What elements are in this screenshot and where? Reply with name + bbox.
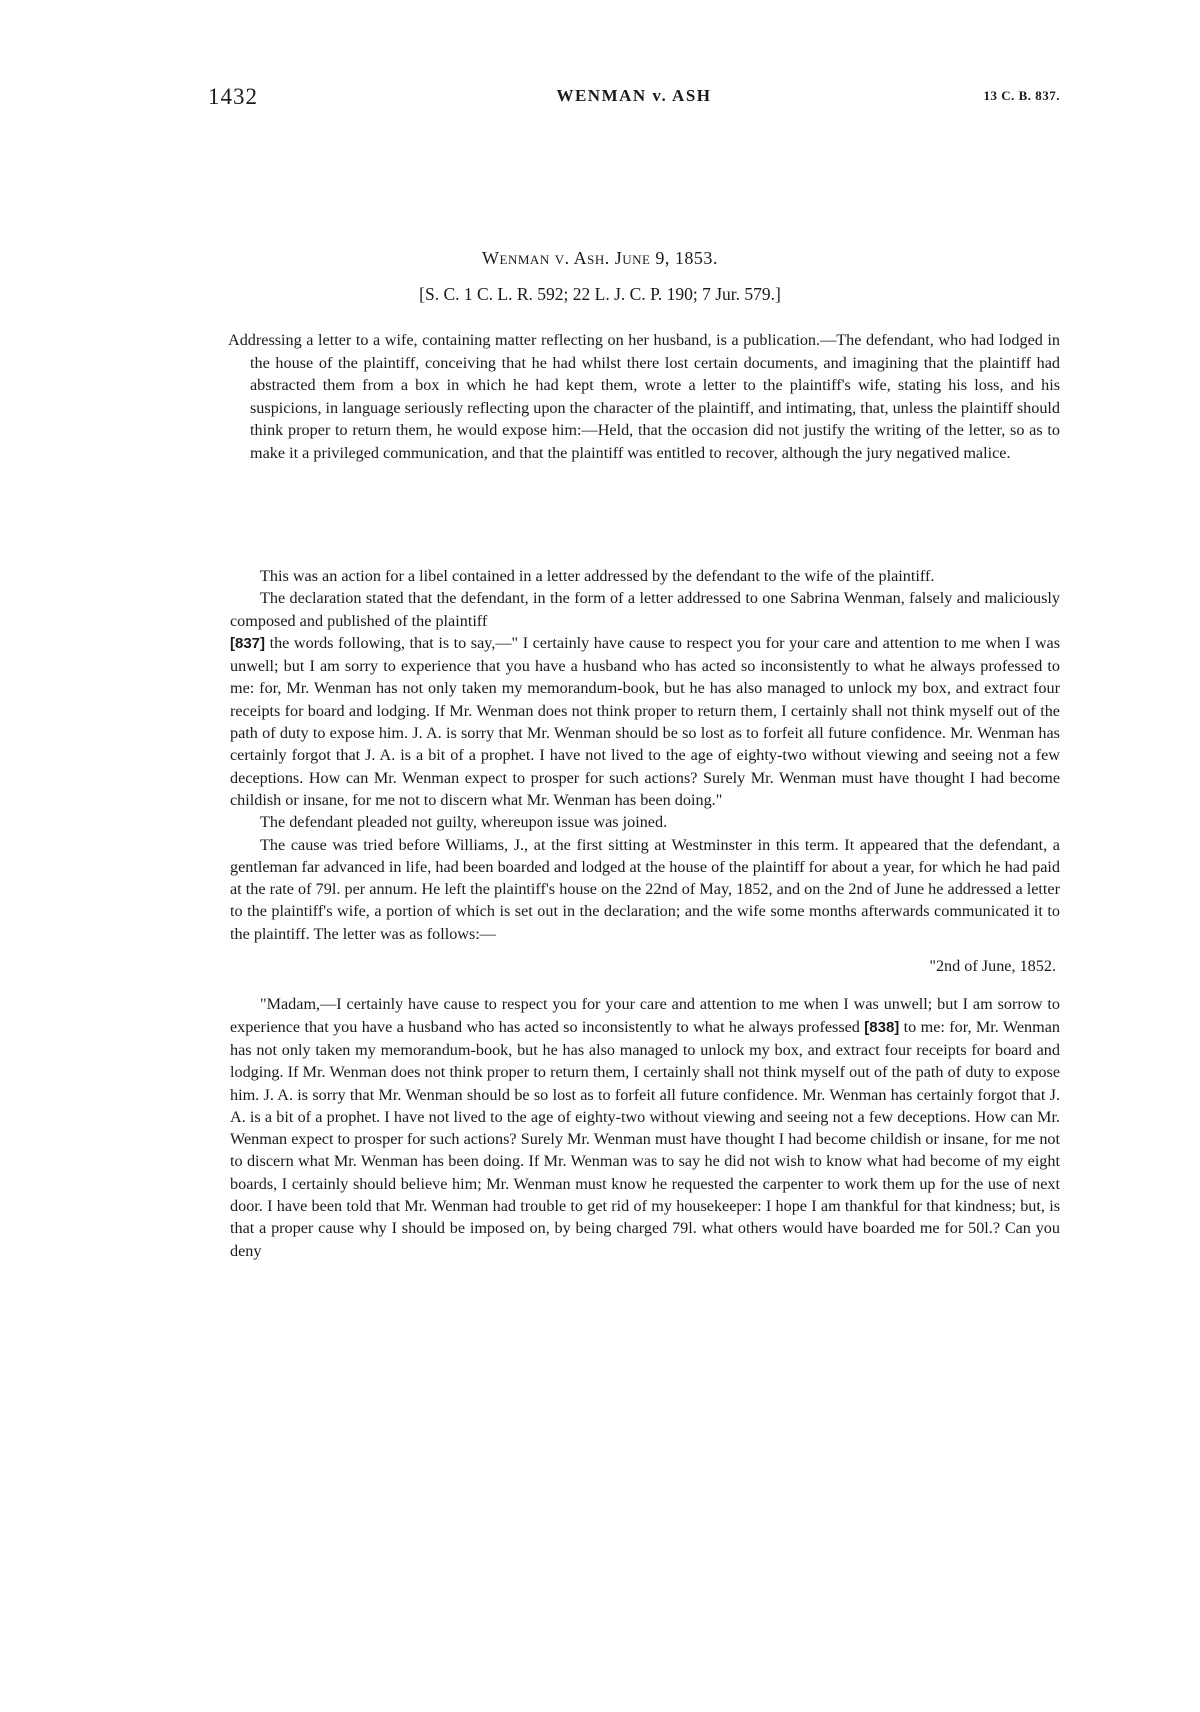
paragraph [230,834,1060,945]
paragraph-text: the words following, that is to say,—" I certainly have cause to respect you for your care and attention to me when I was unwell; but I am sorry to experience that you have a husband who has acted so inconsistently to what he always professed to me: for, Mr. Wenman has not only taken my memorandum-book, but he has also managed to unlock my box, and extract four receipts for board and lodging. If Mr. Wenman does not think proper to return them, I certainly shall not think myself out of the path of duty to expose him. J. A. is sorry that Mr. Wenman should be so lost as to forfeit all future confidence. Mr. Wenman has certainly forgot that J. A. is a bit of a prophet. I have not lived to the age of eighty-two without viewing and seeing not a few deceptions. How can Mr. Wenman expect to prosper for such actions? Surely Mr. Wenman must have thought I had become childish or insane, for me not to discern what Mr. Wenman has been doing." [230,633,1060,809]
paragraph-text: "Madam,—I certainly have cause to respect you for your care and attention to me when I was unwell; but I am sorrow to experience that you have a husband who has acted so inconsistently to what he always professed [230,995,1060,1036]
running-header [208,84,1060,124]
paragraph [230,993,1060,1262]
running-title: WENMAN v. ASH [556,86,712,105]
paragraph [230,565,1060,587]
paragraph [230,811,1060,833]
paragraph-text: to me: for, Mr. Wenman has not only taken my memorandum-book, but he has also managed to unlock my box, and extract four receipts for board and lodging. If Mr. Wenman does not think proper to return them, I certainly shall not think myself out of the path of duty to expose him. J. A. is sorry that Mr. Wenman should be so lost as to forfeit all future confidence. Mr. Wenman has certainly forgot that J. A. is a bit of a prophet. I have not lived to the age of eighty-two without viewing and seeing not a few deceptions. How can Mr. Wenman expect to prosper for such actions? Surely Mr. Wenman must have thought I had become childish or insane, for me not to discern what Mr. Wenman has been doing. If Mr. Wenman was to say he did not wish to know what had become of my eight boards, I certainly should believe him; Mr. Wenman must know he requested the carpenter to work them up for the use of next door. I have been told that Mr. Wenman had trouble to get rid of my housekeeper: I hope I am thankful for that kindness; but, is that a proper cause why I should be imposed on, by being charged 79l. what others would have boarded me for 50l.? Can you deny [230,1017,1060,1260]
headnote: Addressing a letter to a wife, containing matter reflecting on her husband, is a publication.—The defendant, who had lodged in the house of the plaintiff, conceiving that he had whilst there lost certain documents, and imagining that the plaintiff had abstracted them from a box in which he had kept them, wrote a letter to the plaintiff's wife, stating his loss, and his suspicions, in language seriously reflecting upon the character of the plaintiff, and intimating, that, unless the plaintiff should think proper to return them, he would expose him:—Held, that the occasion did not justify the writing of the letter, so as to make it a privileged communication, and that the plaintiff was entitled to recover, although the jury negatived malice. [228,331,1060,462]
paragraph-text: The declaration stated that the defendant, in the form of a letter addressed to one Sabrina Wenman, falsely and maliciously composed and published of the plaintiff [230,589,1060,630]
original-page-marker: [838] [864,1018,900,1036]
paragraph-text: The cause was tried before Williams, J., at the first sitting at Westminster in this term. It appeared that the defendant, a gentleman far advanced in life, had been boarded and lodged at the house of the plaintiff for about a year, for which he had paid at the rate of 79l. per annum. He left the plaintiff's house on the 22nd of May, 1852, and on the 2nd of June he addressed a letter to the plaintiff's wife, a portion of which is set out in the declaration; and the wife some months afterwards communicated it to the plaintiff. The letter was as follows:— [230,835,1060,943]
letter-date: "2nd of June, 1852. [929,957,1056,976]
page-number: 1432 [208,84,258,109]
report-reference: 13 C. B. 837. [983,88,1060,103]
case-citation: [S. C. 1 C. L. R. 592; 22 L. J. C. P. 190; 7 Jur. 579.] [419,284,781,304]
paragraph [230,587,1060,811]
case-title: Wenman v. Ash. June 9, 1853. [482,248,718,268]
paragraph-text: The defendant pleaded not guilty, whereupon issue was joined. [260,813,668,832]
report-body [230,565,1060,1262]
original-page-marker: [837] [230,634,266,652]
paragraph-text: This was an action for a libel contained in a letter addressed by the defendant to the wife of the plaintiff. [260,567,935,585]
